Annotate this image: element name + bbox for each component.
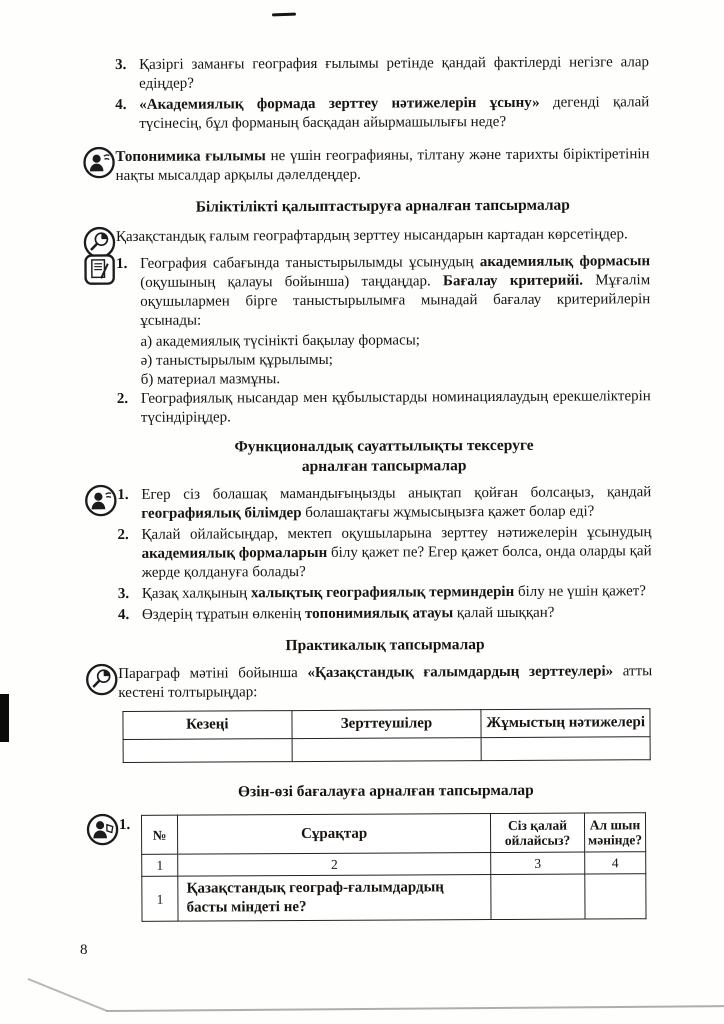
task-text: Параграф мәтіні бойынша «Қазақстандық ғалымдардың зерттеулері» атты кестені толтырыңдар: [118,663,653,701]
self-assessment-task [119,812,654,922]
question-text: «Академиялық формада зерттеу нәтижелерін ұсыну» дегенді қалай түсінесің, бұл форманың басқадан айырмашылығы неде? [139,94,650,132]
criteria-subitem: б) материал мазмұны. [140,371,281,388]
table-row [142,852,646,877]
table-header-row [141,813,645,855]
column-header: № [141,815,177,854]
toponymy-task [115,145,649,186]
practical-task [118,662,652,703]
task-text: Қазақстандық ғалым географтардың зерттеу нысандарын картадан көрсетіңдер. [115,226,628,245]
question-text: Егер сіз болашақ мамандығыңызды анықтап қойған болсаңыз, қандай географиялық білімдер болашақтағы жұмысыңызға қажет болар еді? [141,484,652,522]
list-number: 2. [117,526,129,543]
section-heading-self-assessment: Өзін-өзі бағалауға арналған тапсырмалар [237,781,534,801]
table-cell [292,738,482,762]
task-text: География сабағында таныстырылымды ұсынудың академиялық формасын (оқушының қалауы бойынша) таңдаңдар. Бағалау критерийі. Мұғалім оқушылармен бірге таныстырылымға мынадай бағалау критерийлерін ұсынады: [140,253,651,329]
section-heading-skills: Біліктілікті қалыптастыруға арналған тапсырмалар [195,196,570,216]
task-item [117,387,651,428]
table-cell: 3 [491,852,585,874]
list-number: 2. [116,390,129,407]
table-cell [481,737,650,761]
question-item [117,483,651,524]
page-corner-edge [28,978,108,1012]
criteria-task [116,252,651,428]
table-cell [491,874,585,919]
list-number: 1. [117,486,129,503]
list-number: 1. [116,255,128,272]
functional-questions [117,483,652,625]
list-number: 4. [115,96,127,113]
intro-question [115,53,649,94]
page-bottom-edge [106,1005,724,1011]
list-number: 3. [117,585,130,602]
column-header: Кезеңі [123,711,292,740]
table-row [123,737,650,763]
person-thinking-icon [84,484,117,517]
person-reading-icon [86,813,119,846]
table-cell [123,739,292,763]
section-heading-practical: Практикалық тапсырмалар [285,636,485,655]
column-header: Зерттеушілер [292,710,482,739]
question-text: Қазіргі заманғы география ғылымы ретінде қандай фактілерді негізге алар едіңдер? [139,54,650,92]
table-cell: 2 [178,853,491,877]
task-text: Географиялық нысандар мен құбылыстарды номинациялаудың ерекшеліктерін түсіндіріңдер. [140,388,651,426]
intro-question [115,93,649,134]
table-header-row [123,709,650,740]
column-header: Сіз қалай ойлайсыз? [490,813,584,852]
list-number: 1. [118,816,131,833]
research-table [122,708,650,763]
column-header: Сұрақтар [178,814,491,855]
criteria-subitem: ә) таныстырылым құрылымы; [140,351,333,369]
self-assessment-table [141,812,647,922]
list-number: 4. [117,606,130,623]
question-text: Өздерің тұратын өлкенің топонимиялық атауы қалай шыққан? [141,604,555,623]
question-item [118,582,652,604]
table-row [142,874,646,922]
section-heading-functional: Функционалдық сауаттылықты тексеруге арналған тапсырмалар [234,436,534,476]
page-content [115,53,654,922]
column-header: Ал шын мәнінде? [584,813,645,852]
question-item [118,603,652,625]
scan-mark-top [272,13,296,17]
scan-mark-left [0,694,9,742]
table-cell-question: Қазақстандық географ-ғалымдардың басты міндеті не? [178,875,491,922]
column-header: Жұмыстың нәтижелері [481,709,650,738]
question-text: Қазақ халқының халықтық географиялық терминдерін білу не үшін қажет? [141,583,646,602]
criteria-subitem: а) академиялық түсінікті бақылау формасы; [140,332,421,350]
table-cell: 1 [142,876,178,921]
task-item [116,252,650,331]
intro-questions [115,53,649,134]
table-cell: 4 [585,852,646,874]
magnifier-icon [85,663,118,696]
self-assessment-row [119,812,654,922]
map-task [116,225,650,247]
page-number: 8 [80,942,88,958]
question-text: Қалай ойлайсыңдар, мектеп оқушыларына зерттеу нәтижелерін ұсынудың академиялық формаларын білу қажет пе? Егер қажет болса, онда оларды қай жерде қолдануға болады? [141,524,652,581]
list-number: 3. [115,56,127,73]
worksheet-icon [83,253,116,286]
task-text: Топонимика ғылымы не үшін географияны, тілтану және тарихты біріктіретінін нақты мысалдар арқылы дәлелдеңдер. [115,146,650,184]
table-cell: 1 [142,854,178,876]
person-speaking-icon [82,146,115,179]
table-cell [585,874,646,919]
question-item [117,523,651,583]
